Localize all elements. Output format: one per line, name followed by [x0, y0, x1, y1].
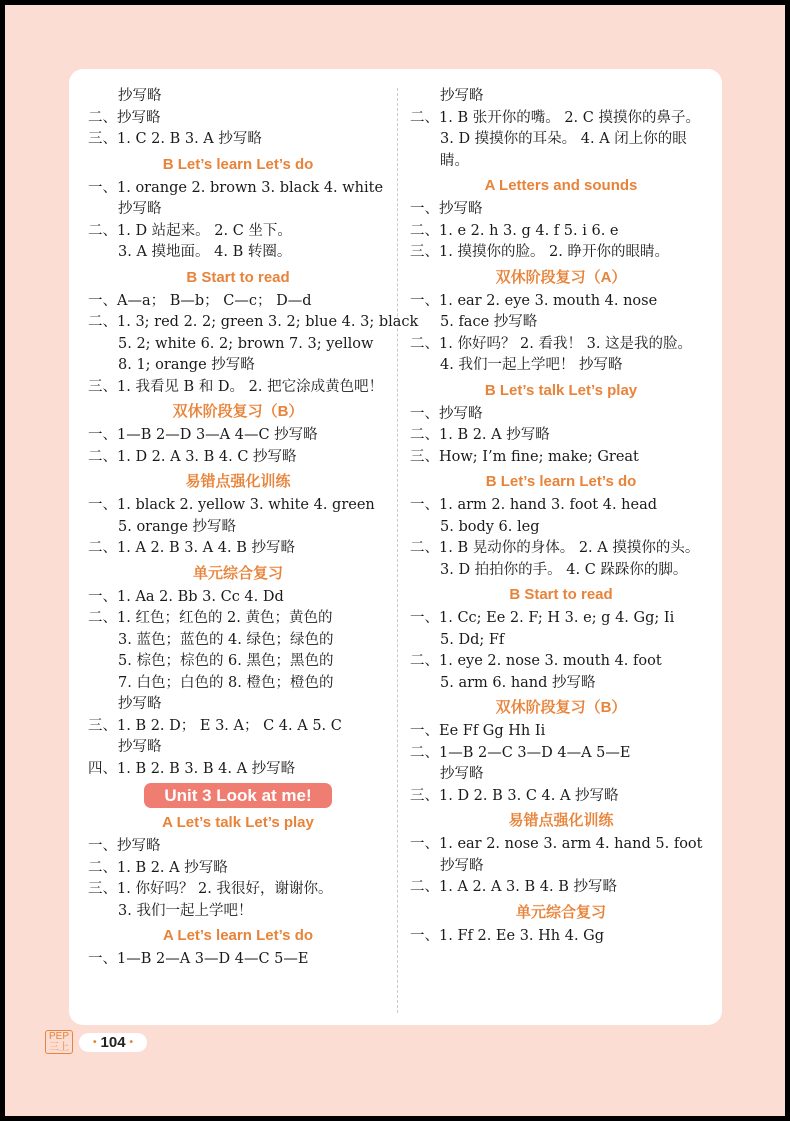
- answer-line: 二、1. D 2. A 3. B 4. C 抄写略: [88, 448, 297, 465]
- dot-icon: •: [129, 1037, 134, 1049]
- page-footer: [45, 1029, 147, 1055]
- answer-line: 一、1. ear 2. nose 3. arm 4. hand 5. foot: [410, 836, 703, 852]
- answer-line: 抄写略: [118, 88, 162, 104]
- section-heading: A Let’s talk Let’s play: [162, 814, 314, 831]
- answer-line: 抄写略: [440, 857, 484, 874]
- section-heading: B Let’s talk Let’s play: [484, 381, 638, 399]
- answer-line: 二、1. 红色；红色的 2. 黄色；黄色的: [88, 610, 333, 626]
- answer-line: 一、1. ear 2. eye 3. mouth 4. nose: [410, 292, 658, 309]
- section-heading: 单元综合复习: [515, 903, 606, 921]
- answer-line: 二、1. A 2. A 3. B 4. B 抄写略: [410, 879, 617, 895]
- section-heading: A Let’s learn Let’s do: [162, 927, 314, 944]
- answer-line: 一、A—a； B—b； C—c； D—d: [88, 292, 312, 309]
- answer-line: 5. arm 6. hand 抄写略: [440, 674, 596, 691]
- answer-line: 一、抄写略: [410, 405, 483, 422]
- section-heading: B Start to read: [186, 268, 290, 286]
- section-heading: B Let’s learn Let’s do: [162, 155, 314, 173]
- answer-line: 5. orange 抄写略: [118, 518, 237, 535]
- answer-line: 一、1—B 2—D 3—A 4—C 抄写略: [88, 427, 318, 443]
- answer-line: 二、1. A 2. B 3. A 4. B 抄写略: [88, 540, 295, 556]
- answer-line: 三、1. D 2. B 3. C 4. A 抄写略: [410, 787, 619, 804]
- answer-line: 三、1. 我看见 B 和 D。 2. 把它涂成黄色吧！: [88, 378, 384, 395]
- answer-line: 一、1. Ff 2. Ee 3. Hh 4. Gg: [410, 927, 605, 944]
- page-number-value: 104: [100, 1033, 126, 1051]
- answer-line: 5. body 6. leg: [440, 518, 540, 535]
- answer-line: 二、1. B 2. A 抄写略: [410, 427, 550, 443]
- left-column: [88, 86, 419, 971]
- answer-line: 一、抄写略: [410, 201, 483, 217]
- section-heading: 双休阶段复习（B）: [495, 699, 627, 716]
- answer-line: 5. Dd; Ff: [440, 631, 505, 648]
- answer-line: 二、1. B 张开你的嘴。 2. C 摸摸你的鼻子。 3. D 摸摸你的耳朵。 4. A 闭上你的眼睛。: [410, 109, 700, 169]
- answer-line: 3. A 摸地面。 4. B 转圈。: [118, 244, 292, 260]
- section-heading: B Start to read: [509, 586, 613, 603]
- section-heading: A Letters and sounds: [484, 177, 638, 194]
- answer-line: 三、1. 摸摸你的脸。 2. 睁开你的眼睛。: [410, 244, 669, 260]
- edition-badge-top: PEP: [48, 1031, 69, 1042]
- answer-line: 抄写略: [440, 766, 484, 782]
- answer-line: 7. 白色；白色的 8. 橙色；橙色的: [118, 674, 334, 691]
- answer-line: 抄写略: [118, 696, 162, 712]
- column-divider: [397, 88, 398, 1013]
- answer-line: 5. 2; white 6. 2; brown 7. 3; yellow: [118, 335, 374, 352]
- answer-line: 三、1. 你好吗？ 2. 我很好，谢谢你。: [88, 881, 333, 897]
- dot-icon: •: [93, 1037, 97, 1049]
- answer-line: 二、1. D 站起来。 2. C 坐下。: [88, 222, 292, 239]
- edition-badge-bottom: 三上: [49, 1042, 69, 1053]
- answer-line: 8. 1; orange 抄写略: [118, 357, 255, 373]
- answer-line: 5. face 抄写略: [440, 314, 538, 330]
- answer-line: 抄写略: [440, 88, 484, 104]
- answer-line: 三、1. C 2. B 3. A 抄写略: [88, 131, 262, 147]
- answer-line: 三、How; I’m fine; make; Great: [410, 448, 639, 465]
- answer-line: 一、1. arm 2. hand 3. foot 4. head: [410, 497, 658, 513]
- section-heading: B Let’s learn Let’s do: [485, 473, 637, 490]
- answer-line: 一、抄写略: [88, 838, 161, 854]
- answer-line: 一、1. black 2. yellow 3. white 4. green: [88, 497, 375, 513]
- answer-line: 二、1. B 晃动你的身体。 2. A 摸摸你的头。 3. D 拍拍你的手。 4. C 跺跺你的脚。: [410, 540, 700, 578]
- answer-line: 一、1—B 2—A 3—D 4—C 5—E: [88, 951, 309, 967]
- edition-badge: [45, 1030, 73, 1054]
- answer-line: 4. 我们一起上学吧！ 抄写略: [440, 357, 623, 373]
- answer-line: 一、1. Aa 2. Bb 3. Cc 4. Dd: [88, 588, 284, 605]
- answer-line: 二、1. 你好吗？ 2. 看我！ 3. 这是我的脸。: [410, 335, 693, 352]
- answer-line: 二、抄写略: [88, 109, 161, 126]
- section-heading: 双休阶段复习（A）: [495, 268, 627, 286]
- section-heading: 双休阶段复习（B）: [172, 403, 304, 420]
- section-heading: 易错点强化训练: [185, 473, 291, 490]
- answer-line: 二、1. e 2. h 3. g 4. f 5. i 6. e: [410, 222, 619, 239]
- answer-line: 一、Ee Ff Gg Hh Ii: [410, 723, 546, 739]
- answer-line: 二、1—B 2—C 3—D 4—A 5—E: [410, 744, 631, 761]
- answer-line: 二、1. B 2. A 抄写略: [88, 859, 228, 876]
- answer-line: 一、1. Cc; Ee 2. F; H 3. e; g 4. Gg; Ii: [410, 610, 675, 626]
- answer-line: 三、1. B 2. D； E 3. A； C 4. A 5. C: [88, 717, 342, 734]
- answer-line: 二、1. eye 2. nose 3. mouth 4. foot: [410, 653, 662, 669]
- answer-line: 3. 我们一起上学吧！: [118, 902, 253, 919]
- page-number: [79, 1033, 147, 1052]
- answer-line: 抄写略: [118, 201, 162, 217]
- answer-line: 二、1. 3; red 2. 2; green 3. 2; blue 4. 3; black: [88, 314, 419, 330]
- unit-banner: Unit 3 Look at me!: [144, 783, 332, 808]
- right-column: [410, 86, 712, 947]
- section-heading: 易错点强化训练: [508, 812, 614, 829]
- answer-line: 一、1. orange 2. brown 3. black 4. white: [88, 179, 384, 196]
- answer-line: 3. 蓝色；蓝色的 4. 绿色；绿色的: [118, 631, 334, 648]
- answer-line: 四、1. B 2. B 3. B 4. A 抄写略: [88, 760, 296, 777]
- section-heading: 单元综合复习: [192, 564, 283, 582]
- answer-line: 5. 棕色；棕色的 6. 黑色；黑色的: [118, 653, 334, 669]
- answer-line: 抄写略: [118, 739, 162, 755]
